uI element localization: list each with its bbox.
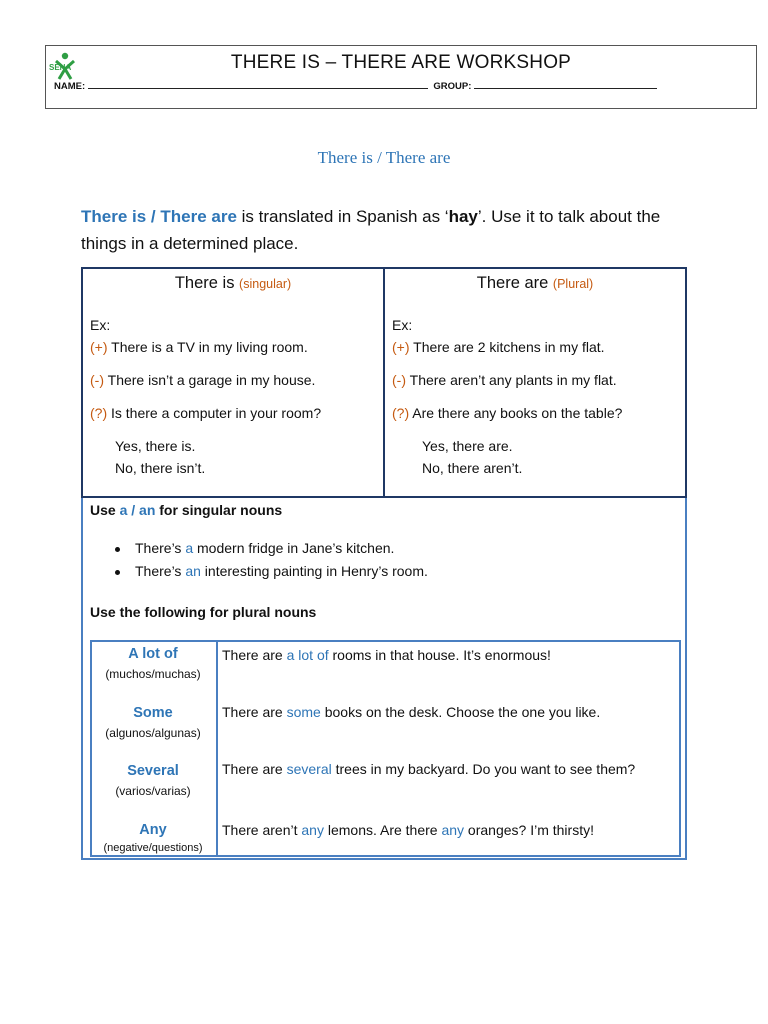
worksheet-title: THERE IS – THERE ARE WORKSHOP <box>230 52 572 73</box>
example-key: a lot of <box>286 647 329 663</box>
example-key: some <box>286 704 321 720</box>
question-text: Is there a computer in your room? <box>107 405 322 421</box>
positive-sign: (+) <box>90 339 108 355</box>
bullet-post: interesting painting in Henry’s room. <box>200 563 428 579</box>
intro-hay: hay <box>448 207 478 226</box>
there-are-note: (Plural) <box>552 277 594 291</box>
question-sign: (?) <box>392 405 410 421</box>
there-are-positive <box>392 339 605 355</box>
negative-text: There aren’t any plants in my flat. <box>406 372 617 388</box>
example-post: trees in my backyard. Do you want to see them? <box>331 761 636 777</box>
quantifier-example <box>222 701 662 723</box>
singular-heading <box>90 502 282 518</box>
quantifier-translation: (muchos/muchas) <box>105 667 201 681</box>
quantifier-word: Several <box>127 763 179 779</box>
negative-sign: (-) <box>90 372 104 388</box>
there-is-box <box>81 267 385 498</box>
intro-text-2: ’. Use it to talk about the things in a determined place. <box>81 207 661 253</box>
name-group-fields <box>54 79 657 92</box>
quantifier-word: Any <box>139 822 167 838</box>
example-key-2: any <box>441 822 465 838</box>
section-subtitle: There is / There are <box>317 148 451 167</box>
example-pre: There are <box>222 761 287 777</box>
there-are-heading <box>385 274 685 293</box>
bullet-pre: There’s <box>135 540 186 556</box>
there-is-positive <box>90 339 308 355</box>
intro-term: There is / There are <box>81 207 237 226</box>
header-box <box>45 45 757 109</box>
there-is-heading <box>83 274 383 293</box>
there-is-title: There is <box>174 274 235 292</box>
there-is-question <box>90 405 321 421</box>
positive-text: There is a TV in my living room. <box>107 339 308 355</box>
quantifier-example <box>222 819 662 841</box>
singular-heading-pre: Use <box>90 502 120 518</box>
bullet-pre: There’s <box>135 563 186 579</box>
bullet-article: a <box>185 540 194 556</box>
example-pre: There aren’t <box>222 822 302 838</box>
example-key: any <box>301 822 324 838</box>
example-mid: lemons. Are there <box>323 822 442 838</box>
positive-text: There are 2 kitchens in my flat. <box>409 339 605 355</box>
name-label: NAME: <box>54 81 86 92</box>
bullet-post: modern fridge in Jane’s kitchen. <box>193 540 395 556</box>
there-is-no: No, there isn’t. <box>115 460 206 476</box>
name-field-line[interactable] <box>88 79 428 89</box>
quantifier-translation: (varios/varias) <box>115 784 191 798</box>
intro-paragraph <box>81 203 681 257</box>
there-are-no: No, there aren’t. <box>422 460 523 476</box>
singular-heading-articles: a / an <box>119 502 156 518</box>
positive-sign: (+) <box>392 339 410 355</box>
negative-text: There isn’t a garage in my house. <box>104 372 316 388</box>
bullet-article: an <box>185 563 201 579</box>
quantifier-translation: (algunos/algunas) <box>105 726 201 740</box>
group-field-line[interactable] <box>474 79 657 89</box>
quantifier-word: Some <box>133 705 173 721</box>
group-label: GROUP: <box>433 81 472 92</box>
singular-heading-post: for singular nouns <box>155 502 283 518</box>
there-are-question <box>392 405 622 421</box>
quantifier-example <box>222 758 662 780</box>
there-are-negative <box>392 372 617 388</box>
question-text: Are there any books on the table? <box>409 405 623 421</box>
intro-text-1: is translated in Spanish as ‘ <box>236 207 449 226</box>
there-are-title: There are <box>476 274 549 292</box>
quantifier-table-divider <box>216 640 218 857</box>
question-sign: (?) <box>90 405 108 421</box>
there-are-yes: Yes, there are. <box>422 438 513 454</box>
example-post: rooms in that house. It’s enormous! <box>328 647 551 663</box>
list-item <box>108 563 428 586</box>
there-are-box <box>383 267 687 498</box>
negative-sign: (-) <box>392 372 406 388</box>
example-post: books on the desk. Choose the one you like. <box>320 704 601 720</box>
example-pre: There are <box>222 647 287 663</box>
plural-heading: Use the following for plural nouns <box>90 604 317 620</box>
there-is-note: (singular) <box>239 277 292 291</box>
list-item <box>108 540 428 563</box>
singular-examples <box>108 540 428 586</box>
quantifier-example <box>222 644 662 666</box>
there-are-ex: Ex: <box>392 317 413 333</box>
there-is-ex: Ex: <box>90 317 111 333</box>
there-is-yes: Yes, there is. <box>115 438 196 454</box>
quantifier-word: A lot of <box>128 646 178 662</box>
there-is-negative <box>90 372 315 388</box>
example-key: several <box>286 761 332 777</box>
example-pre: There are <box>222 704 287 720</box>
svg-text:SENA: SENA <box>49 63 72 72</box>
example-post: oranges? I’m thirsty! <box>464 822 594 838</box>
quantifier-translation: (negative/questions) <box>103 842 203 854</box>
